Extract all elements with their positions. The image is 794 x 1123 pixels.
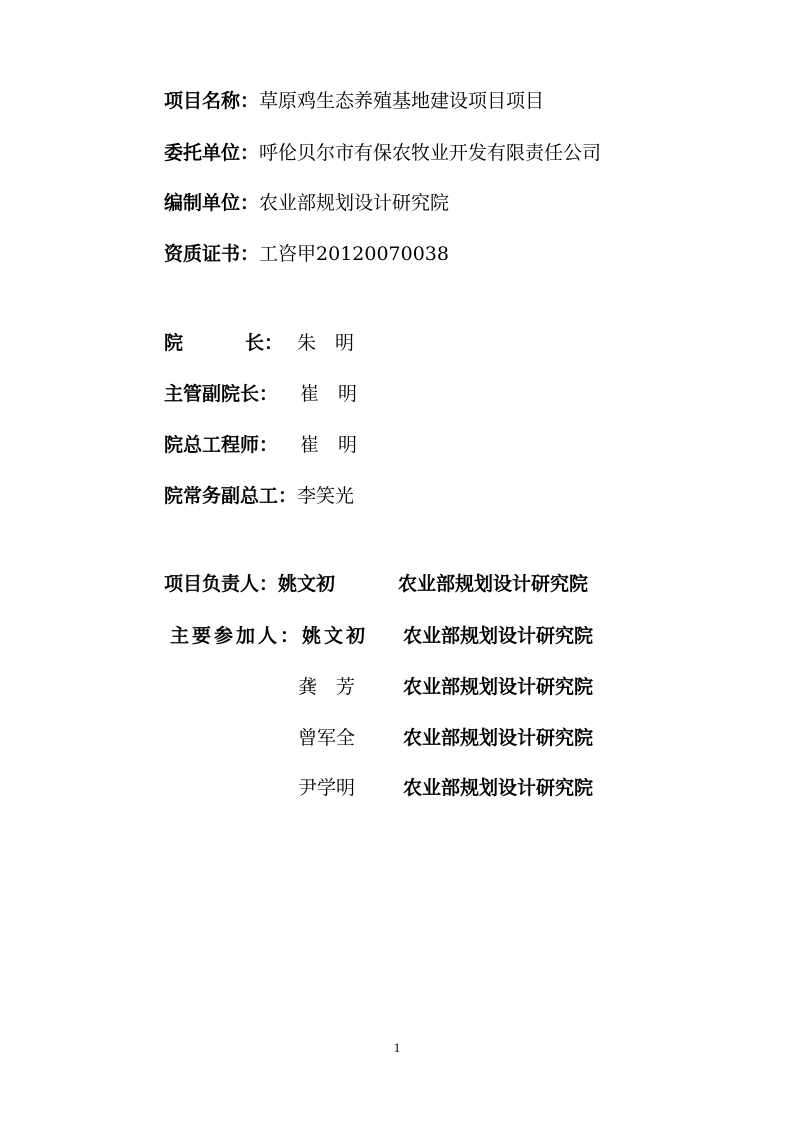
participants-row: [170, 624, 368, 648]
editor-value: 农业部规划设计研究院: [259, 192, 450, 214]
project-name-value: 草原鸡生态养殖基地建设项目项目: [259, 90, 545, 112]
vice-president-row: [164, 382, 357, 406]
participant-name: 尹学明: [298, 777, 356, 799]
participant-name: 姚文初: [302, 625, 369, 647]
participant-org: 农业部规划设计研究院: [403, 676, 594, 698]
participants-label: 主要参加人：: [170, 625, 303, 647]
editor-row: [164, 191, 449, 215]
president-label-a: 院: [164, 332, 184, 354]
president-value: 朱 明: [297, 332, 355, 354]
deputy-chief-value: 李笑光: [297, 485, 355, 507]
president-label-b: 长：: [245, 332, 284, 354]
page-number: 1: [393, 1040, 401, 1055]
participant-org: 农业部规划设计研究院: [403, 625, 594, 647]
client-value: 呼伦贝尔市有保农牧业开发有限责任公司: [259, 142, 602, 164]
project-lead-row: [164, 572, 335, 596]
participant-org: 农业部规划设计研究院: [403, 727, 594, 749]
chief-engineer-label: 院总工程师：: [164, 434, 279, 456]
chief-engineer-row: [164, 433, 357, 457]
vice-president-value: 崔 明: [300, 383, 358, 405]
certificate-label: 资质证书：: [164, 243, 260, 265]
project-lead-label: 项目负责人：: [164, 573, 279, 595]
project-lead-name: 姚文初: [278, 573, 336, 595]
client-label: 委托单位：: [164, 142, 260, 164]
deputy-chief-row: [164, 484, 354, 508]
chief-engineer-value: 崔 明: [300, 434, 358, 456]
deputy-chief-label: 院常务副总工：: [164, 485, 298, 507]
project-name-row: [164, 89, 544, 113]
participant-name: 龚 芳: [298, 676, 356, 698]
president-row: [164, 331, 354, 355]
project-name-label: 项目名称：: [164, 90, 260, 112]
certificate-value: 工咨甲20120070038: [259, 243, 449, 265]
vice-president-label: 主管副院长：: [164, 383, 279, 405]
certificate-row: [164, 242, 449, 266]
client-row: [164, 141, 601, 165]
editor-label: 编制单位：: [164, 192, 260, 214]
participant-org: 农业部规划设计研究院: [403, 777, 594, 799]
project-lead-org: 农业部规划设计研究院: [398, 573, 589, 595]
participant-name: 曾军全: [298, 727, 356, 749]
